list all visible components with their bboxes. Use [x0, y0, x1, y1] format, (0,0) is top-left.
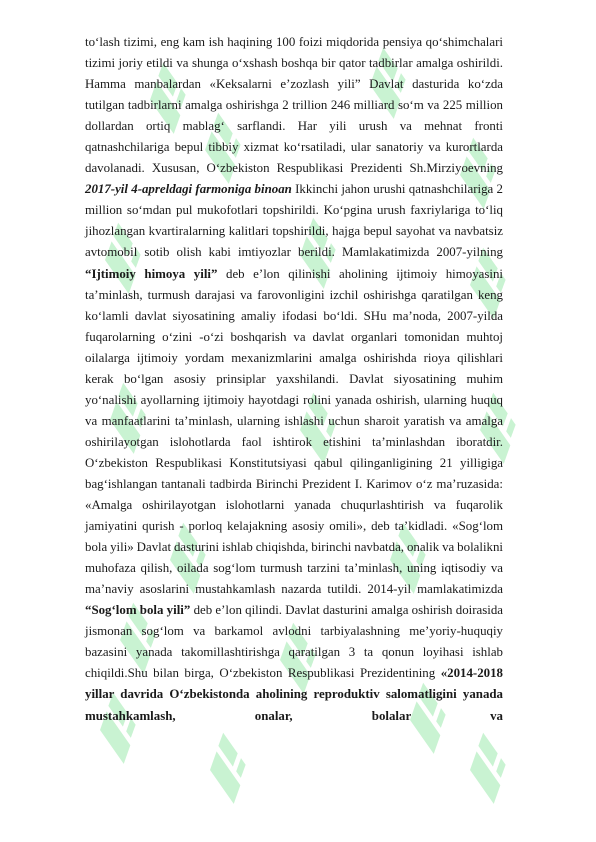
watermark-mark: [197, 733, 260, 804]
body-segment: to‘lash tizimi, eng kam ish haqining 100 foizi miqdorida pensiya qo‘shimchalari tizimi joriy etildi va shunga o‘xshash boshqa bir qator tadbirlar amalga oshirildi. Hamma manbalardan «Keksalarni e’zozlash yili” Davlat dasturida ko‘zda tutilgan tadbirlarni amalga oshirishga 2 trillion 246 milliard so‘m va 225 million dollardan ortiq mablag‘ sarflandi. Har yili urush va mehnat fronti qatnashchilariga bepul tibbiy xizmat ko‘rsatiladi, ular sanatoriy va kurortlarda davolanadi. Xususan, O‘zbekiston Respublikasi Prezidenti Sh.Mirziyoevning: [85, 35, 503, 176]
year-title-healthy-child: “Sog‘lom bola yili”: [85, 603, 191, 618]
year-title-social-protection: “Ijtimoiy himoya yili”: [85, 266, 218, 281]
body-segment: deb e’lon qilindi. Davlat dasturini amalga oshirish doirasida jismonan sog‘lom va barkamol avlodni tarbiyalashning me’yoriy-huquqiy bazasini yanada takomillashtirishga qaratilgan 3 ta qonun loyihasi ishlab chiqildi.Shu bilan birga, O‘zbekiston Respublikasi Prezidentining: [85, 603, 503, 681]
body-segment: Ikkinchi jahon urushi qatnashchilariga 2 million so‘mdan pul mukofotlari topshirildi. Ko‘pgina urush faxriylariga to‘liq jihozlangan kvartiralarning kalitlari topshirildi, hajga bepul sayohat va navbatsiz avtomobil sotib olish kabi imtiyozlar berildi. Mamlakatimizda 2007-yilning: [85, 182, 503, 260]
decree-reference: 2017-yil 4-apreldagi farmoniga binoan: [85, 182, 292, 197]
program-title: «2014-2018 yillar davrida O‘zbekistonda aholining reproduktiv salomatligini yanada mustahkamlash, onalar, bolalar va: [85, 666, 503, 723]
watermark-mark: [457, 733, 520, 804]
body-text: [85, 32, 503, 727]
body-segment: deb e’lon qilinishi aholining ijtimoiy himoyasini ta’minlash, turmush darajasi va farovonligini izchil oshirishga qaratilgan keng ko‘lamli davlat siyosatining amaliy ifodasi bo‘ldi. SHu ma’noda, 2007-yilda fuqarolarning o‘zini -o‘zi boshqarish va davlat organlari tomonidan muhtoj oilalarga ijtimoiy yordam mexanizmlarini amalga oshirishda rioya qilishlari kerak bo‘lgan asosiy prinsiplar yaxshilandi. Davlat siyosatining muhim yo‘nalishi ayollarning ijtimoiy hayotdagi rolini yanada oshirish, ularning huquq va manfaatlarini ta’minlash, ularning ishlashi uchun sharoit yaratish va amalga oshirilayotgan islohotlarda faol ishtirok etishini ta’minlashdan iboratdir. O‘zbekiston Respublikasi Konstitutsiyasi qabul qilinganligining 21 yilligiga bag‘ishlangan tantanali tadbirda Birinchi Prezident I. Karimov o‘z ma’ruzasida: «Amalga oshirilayotgan islohotlarni yanada chuqurlashtirish va fuqarolik jamiyatini qurish - porloq kelajakning asosiy omili», deb ta’kidladi. «Sog‘lom bola yili» Davlat dasturini ishlab chiqishda, birinchi navbatda, onalik va bolalikni muhofaza qilish, oilada sog‘lom turmush tarzini ta’minlash, uning iqtisodiy va ma’naviy asoslarini mustahkamlash nazarda tutildi. 2014-yil mamlakatimizda: [85, 266, 504, 597]
